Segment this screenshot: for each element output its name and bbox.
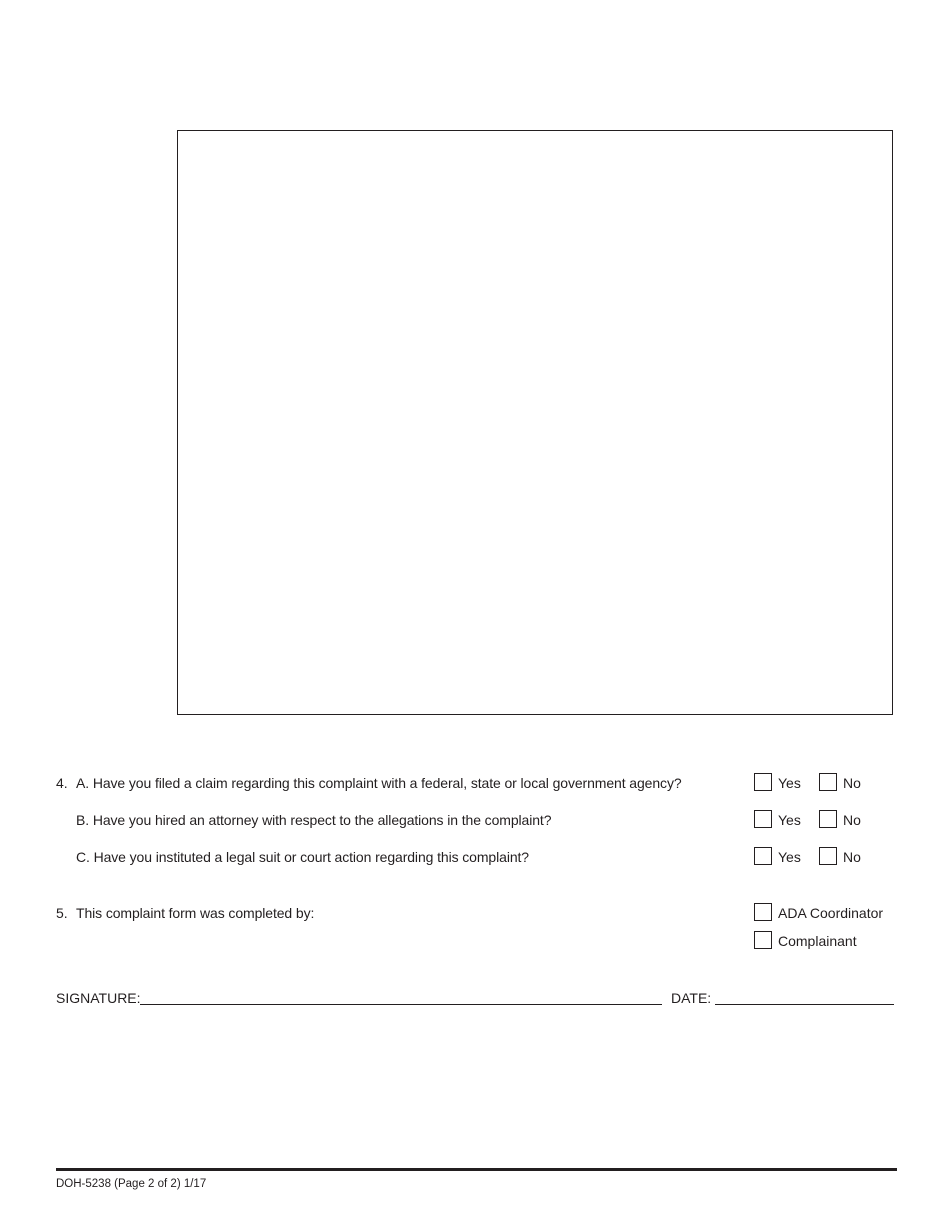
question-4b-yes-checkbox[interactable] xyxy=(754,810,772,828)
question-4a-no-option[interactable] xyxy=(819,772,861,794)
completed-by-ada-coordinator-option[interactable] xyxy=(754,902,883,924)
question-4-number: 4. xyxy=(56,775,68,791)
date-line-field[interactable] xyxy=(715,1004,894,1005)
completed-by-complainant-option[interactable] xyxy=(754,930,857,952)
complainant-label: Complainant xyxy=(778,933,857,950)
question-5-row xyxy=(56,902,896,924)
question-4c-text: C. Have you instituted a legal suit or court action regarding this complaint? xyxy=(76,849,529,865)
question-4b-no-label: No xyxy=(843,812,861,829)
question-4c-yes-option[interactable] xyxy=(754,846,801,868)
complainant-checkbox[interactable] xyxy=(754,931,772,949)
question-5-number: 5. xyxy=(56,905,68,921)
signature-row xyxy=(56,987,896,1009)
question-4a-text: A. Have you filed a claim regarding this complaint with a federal, state or local government agency? xyxy=(76,775,682,791)
question-4b-row xyxy=(56,809,896,831)
question-4c-no-checkbox[interactable] xyxy=(819,847,837,865)
signature-label: SIGNATURE: xyxy=(56,990,141,1006)
question-4b-no-option[interactable] xyxy=(819,809,861,831)
form-id-footer: DOH-5238 (Page 2 of 2) 1/17 xyxy=(56,1178,207,1190)
question-5-text: This complaint form was completed by: xyxy=(76,905,315,921)
question-4c-yes-label: Yes xyxy=(778,849,801,866)
question-4b-yes-label: Yes xyxy=(778,812,801,829)
question-4a-no-checkbox[interactable] xyxy=(819,773,837,791)
question-5-row-2 xyxy=(56,930,896,952)
question-4a-yes-checkbox[interactable] xyxy=(754,773,772,791)
footer-divider xyxy=(56,1168,897,1171)
question-4a-no-label: No xyxy=(843,775,861,792)
question-4c-no-label: No xyxy=(843,849,861,866)
signature-line-field[interactable] xyxy=(140,1004,662,1005)
question-4c-row xyxy=(56,846,896,868)
ada-coordinator-label: ADA Coordinator xyxy=(778,905,884,922)
question-4a-row xyxy=(56,772,896,794)
question-4c-yes-checkbox[interactable] xyxy=(754,847,772,865)
question-4a-yes-label: Yes xyxy=(778,775,801,792)
ada-coordinator-checkbox[interactable] xyxy=(754,903,772,921)
question-4c-no-option[interactable] xyxy=(819,846,861,868)
question-4a-yes-option[interactable] xyxy=(754,772,801,794)
complaint-description-box[interactable] xyxy=(177,130,893,715)
date-label: DATE: xyxy=(671,990,712,1006)
question-4b-no-checkbox[interactable] xyxy=(819,810,837,828)
question-4b-yes-option[interactable] xyxy=(754,809,801,831)
question-4b-text: B. Have you hired an attorney with respect to the allegations in the complaint? xyxy=(76,812,552,828)
